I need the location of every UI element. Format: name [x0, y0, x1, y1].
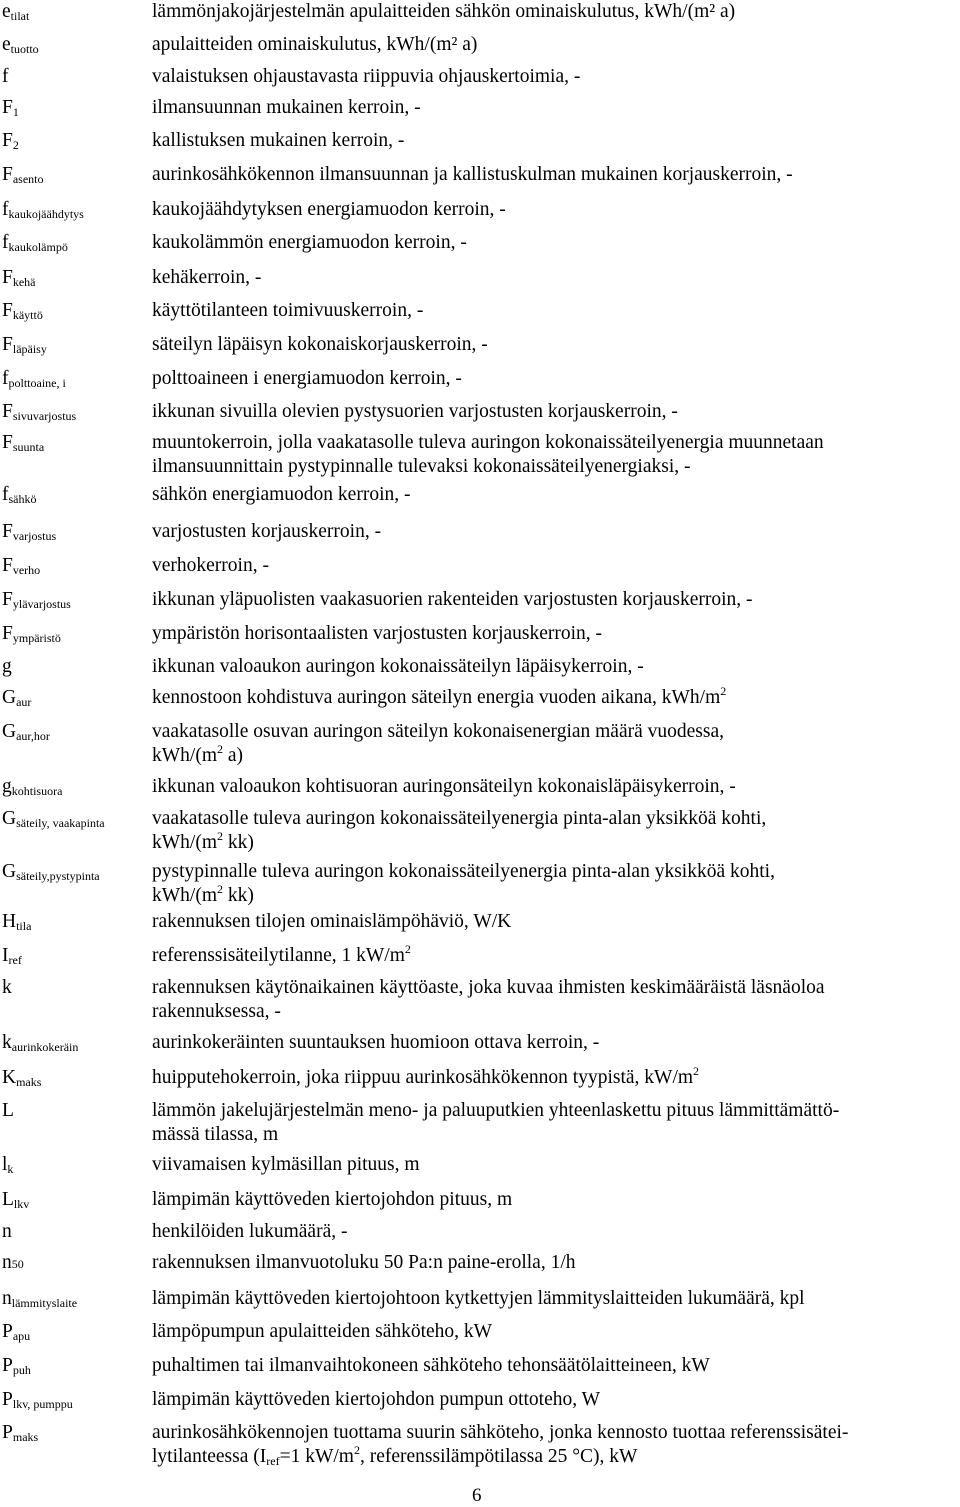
symbol-subscript: maks [12, 1430, 39, 1444]
description-text: rakennuksen käytönaikainen käyttöaste, joka kuvaa ihmisten keskimääräistä läsnäoloa [152, 977, 825, 998]
symbol-subscript: ylävarjostus [12, 597, 71, 611]
symbol-base: F [2, 623, 13, 644]
description [152, 554, 958, 578]
symbol-subscript: suunta [12, 440, 45, 454]
description-text: aurinkokeräinten suuntauksen huomioon ottava kerroin, - [152, 1032, 600, 1053]
symbol-base: G [2, 687, 17, 708]
symbol [2, 686, 31, 710]
description-text: lämpöpumpun apulaitteiden sähköteho, kW [152, 1321, 493, 1342]
description-text: ikkunan sivuilla olevien pystysuorien varjostusten korjauskerroin, - [152, 401, 678, 422]
description [152, 1251, 958, 1275]
symbol-base: K [2, 1067, 17, 1088]
description-continuation-tail: , referenssilämpötilassa 25 °C), kW [359, 1446, 638, 1467]
symbol-base: g [2, 656, 12, 677]
symbol [2, 1388, 73, 1412]
symbol-subscript: asento [12, 172, 44, 186]
description [152, 1354, 958, 1378]
symbol-base: n [2, 1221, 12, 1242]
symbol-base: e [2, 1, 11, 22]
description [152, 0, 958, 24]
description [152, 163, 958, 187]
symbol [2, 1099, 14, 1123]
description-text: verhokerroin, - [152, 555, 269, 576]
symbol-base: P [2, 1355, 13, 1376]
description [152, 299, 958, 323]
symbol [2, 483, 37, 507]
symbol-subscript: tilat [10, 9, 30, 23]
description [152, 1153, 958, 1177]
symbol-subscript: lämmityslaite [11, 1296, 78, 1310]
symbol [2, 976, 12, 1000]
symbol-subscript: aur,hor [16, 729, 50, 743]
description [152, 686, 958, 710]
symbol-subscript: sivuvarjostus [12, 409, 77, 423]
symbol [2, 775, 62, 799]
superscript: 2 [353, 1443, 360, 1457]
description [152, 33, 958, 57]
symbol-base: F [2, 130, 13, 151]
symbol-subscript: 1 [12, 105, 19, 119]
symbol-base: n [2, 1252, 12, 1273]
description-text: lämmönjakojärjestelmän apulaitteiden sähkön ominaiskulutus, kWh/(m² a) [152, 1, 736, 22]
symbol [2, 0, 29, 24]
symbol-subscript: lkv, pumppu [12, 1397, 73, 1411]
symbol-subscript: polttoaine, i [8, 376, 66, 390]
symbol [2, 400, 76, 424]
symbol-subscript: käyttö [12, 308, 43, 322]
symbol-subscript: ympäristö [12, 631, 61, 645]
description-text: ympäristön horisontaalisten varjostusten korjauskerroin, - [152, 623, 603, 644]
symbol [2, 163, 44, 187]
symbol [2, 1354, 31, 1378]
symbol-base: G [2, 721, 17, 742]
description-text: aurinkosähkökennojen tuottama suurin sähköteho, jonka kennosto tuottaa referenssisätei- [152, 1422, 849, 1443]
symbol-subscript: 50 [11, 1257, 24, 1271]
description-text: käyttötilanteen toimivuuskerroin, - [152, 300, 424, 321]
description-text: ilmansuunnan mukainen kerroin, - [152, 97, 421, 118]
superscript: 2 [404, 942, 411, 956]
symbol-base: F [2, 432, 13, 453]
description [152, 655, 958, 679]
description-text: lämpimän käyttöveden kiertojohdon pumpun ottoteho, W [152, 1389, 601, 1410]
description-text: kaukolämmön energiamuodon kerroin, - [152, 232, 467, 253]
description-continuation: kWh/(m [152, 745, 217, 766]
symbol [2, 1188, 29, 1212]
description [152, 807, 958, 855]
superscript: 2 [216, 882, 223, 896]
description-text: ikkunan valoaukon auringon kokonaissäteilyn läpäisykerroin, - [152, 656, 644, 677]
description-text: pystypinnalle tuleva auringon kokonaissäteilyenergia pinta-alan yksikköä kohti, [152, 861, 775, 882]
description-continuation: ilmansuunnittain pystypinnalle tulevaksi kokonaissäteilyenergiaksi, - [152, 456, 691, 477]
symbol [2, 266, 36, 290]
description [152, 1031, 958, 1055]
symbol [2, 1421, 38, 1445]
symbol-base: k [2, 977, 12, 998]
description-text: sähkön energiamuodon kerroin, - [152, 484, 411, 505]
symbol-subscript: kehä [12, 275, 36, 289]
symbol [2, 367, 66, 391]
symbol-base: l [2, 1154, 8, 1175]
symbol-base: F [2, 589, 13, 610]
description-text: säteilyn läpäisyn kokonaiskorjauskerroin, - [152, 334, 488, 355]
description [152, 231, 958, 255]
symbol [2, 910, 31, 934]
symbol-base: G [2, 861, 17, 882]
description-text: rakennuksen tilojen ominaislämpöhäviö, W/K [152, 911, 512, 932]
symbol-subscript: tila [16, 919, 32, 933]
symbol [2, 96, 19, 120]
symbol-base: g [2, 776, 12, 797]
symbol-subscript: kaukolämpö [8, 240, 68, 254]
description-continuation: mässä tilassa, m [152, 1124, 279, 1145]
description [152, 1220, 958, 1244]
description-continuation: rakennuksessa, - [152, 1001, 281, 1022]
symbol-base: n [2, 1288, 12, 1309]
symbol-base: k [2, 1032, 12, 1053]
symbol-subscript: lkv [13, 1197, 30, 1211]
symbol-base: f [2, 368, 9, 389]
symbol [2, 33, 39, 57]
symbol [2, 333, 47, 357]
description [152, 775, 958, 799]
symbol-subscript: säteily,pystypinta [16, 869, 100, 883]
description-text: kehäkerroin, - [152, 267, 262, 288]
description-continuation-tail: a) [222, 745, 244, 766]
symbol-subscript: puh [12, 1363, 31, 1377]
description [152, 944, 958, 968]
symbol-base: G [2, 808, 17, 829]
symbol-base: H [2, 911, 17, 932]
symbol-base: f [2, 484, 9, 505]
symbol-subscript: aurinkokeräin [11, 1040, 79, 1054]
description-continuation-tail: kk) [222, 885, 254, 906]
symbol-subscript: kohtisuora [11, 784, 63, 798]
description-text: rakennuksen ilmanvuotoluku 50 Pa:n paine-erolla, 1/h [152, 1252, 576, 1273]
superscript: 2 [693, 1064, 700, 1078]
symbol-base: e [2, 34, 11, 55]
description-text: muuntokerroin, jolla vaakatasolle tuleva auringon kokonaissäteilyenergia muunnetaan [152, 432, 824, 453]
description [152, 1099, 958, 1147]
description-continuation: kWh/(m [152, 832, 217, 853]
description [152, 910, 958, 934]
description-text: vaakatasolle osuvan auringon säteilyn kokonaisenergian määrä vuodessa, [152, 721, 725, 742]
description [152, 720, 958, 768]
symbol-subscript: ref [8, 953, 22, 967]
description-text: henkilöiden lukumäärä, - [152, 1221, 348, 1242]
symbol [2, 1066, 41, 1090]
description [152, 129, 958, 153]
symbol [2, 860, 100, 884]
symbol-base: P [2, 1389, 13, 1410]
description-text: aurinkosähkökennon ilmansuunnan ja kallistuskulman mukainen korjauskerroin, - [152, 164, 793, 185]
symbol [2, 431, 44, 455]
description-text: polttoaineen i energiamuodon kerroin, - [152, 368, 462, 389]
symbol-base: F [2, 300, 13, 321]
symbol-subscript: tuotto [10, 42, 39, 56]
description [152, 400, 958, 424]
description-text: kennostoon kohdistuva auringon säteilyn energia vuoden aikana, kWh/m [152, 687, 721, 708]
symbol-base: F [2, 97, 13, 118]
description-text: ikkunan valoaukon kohtisuoran auringonsäteilyn kokonaisläpäisykerroin, - [152, 776, 736, 797]
symbol-base: f [2, 66, 9, 87]
description [152, 1421, 958, 1469]
symbol [2, 1220, 12, 1244]
symbol-base: P [2, 1422, 13, 1443]
symbol [2, 1031, 78, 1055]
symbol-base: f [2, 199, 9, 220]
symbol-base: f [2, 232, 9, 253]
description [152, 1188, 958, 1212]
description [152, 860, 958, 908]
symbol [2, 520, 56, 544]
description-text: valaistuksen ohjaustavasta riippuvia ohjauskertoimia, - [152, 66, 581, 87]
description-text: kallistuksen mukainen kerroin, - [152, 130, 405, 151]
description [152, 198, 958, 222]
description-text: lämpimän käyttöveden kiertojohdon pituus, m [152, 1189, 513, 1210]
description-text: apulaitteiden ominaiskulutus, kWh/(m² a) [152, 34, 478, 55]
symbol [2, 1287, 77, 1311]
symbol-subscript: säteily, vaakapinta [16, 816, 105, 830]
description [152, 483, 958, 507]
superscript: 2 [720, 684, 727, 698]
description [152, 266, 958, 290]
symbol-base: F [2, 334, 13, 355]
symbol [2, 198, 84, 222]
symbol [2, 807, 105, 831]
description [152, 431, 958, 479]
symbol [2, 655, 12, 679]
description-continuation: lytilanteessa (I [152, 1446, 267, 1467]
symbol-subscript: 2 [12, 138, 19, 152]
symbol [2, 554, 40, 578]
description [152, 1066, 958, 1090]
subscript: ref [266, 1454, 280, 1468]
symbol [2, 1320, 30, 1344]
symbol-subscript: kaukojäähdytys [8, 207, 84, 221]
superscript: 2 [216, 829, 223, 843]
description [152, 65, 958, 89]
description-text: lämpimän käyttöveden kiertojohtoon kytkettyjen lämmityslaitteiden lukumäärä, kpl [152, 1288, 805, 1309]
description-text: ikkunan yläpuolisten vaakasuorien rakenteiden varjostusten korjauskerroin, - [152, 589, 753, 610]
symbol [2, 299, 43, 323]
symbol-subscript: maks [16, 1075, 42, 1089]
symbol-base: F [2, 521, 13, 542]
symbol [2, 720, 50, 744]
description-continuation-mid: =1 kW/m [279, 1446, 354, 1467]
symbol-subscript: verho [12, 563, 41, 577]
description [152, 588, 958, 612]
description-text: lämmön jakelujärjestelmän meno- ja paluuputkien yhteenlaskettu pituus lämmittämättö- [152, 1100, 840, 1121]
symbol [2, 622, 61, 646]
symbol-base: F [2, 555, 13, 576]
description [152, 367, 958, 391]
description [152, 520, 958, 544]
description [152, 622, 958, 646]
symbol-subscript: läpäisy [12, 342, 47, 356]
description-text: kaukojäähdytyksen energiamuodon kerroin, - [152, 199, 506, 220]
description [152, 1287, 958, 1311]
symbol-subscript: varjostus [12, 529, 57, 543]
symbol [2, 65, 9, 89]
symbol [2, 944, 22, 968]
description [152, 333, 958, 357]
superscript: 2 [216, 742, 223, 756]
symbol-base: L [2, 1189, 14, 1210]
symbol [2, 588, 71, 612]
description [152, 1388, 958, 1412]
symbol [2, 1153, 13, 1177]
description [152, 976, 958, 1024]
symbol-subscript: aur [16, 695, 32, 709]
description-continuation-tail: kk) [222, 832, 254, 853]
description-text: vaakatasolle tuleva auringon kokonaissäteilyenergia pinta-alan yksikköä kohti, [152, 808, 767, 829]
symbol-subscript: sähkö [8, 492, 37, 506]
description-text: puhaltimen tai ilmanvaihtokoneen sähköteho tehonsäätölaitteineen, kW [152, 1355, 710, 1376]
symbol [2, 231, 68, 255]
symbol-base: L [2, 1100, 14, 1121]
symbol-base: F [2, 267, 13, 288]
description [152, 1320, 958, 1344]
symbol-base: F [2, 164, 13, 185]
description-text: referenssisäteilytilanne, 1 kW/m [152, 945, 405, 966]
page-number: 6 [472, 1485, 482, 1506]
description [152, 96, 958, 120]
symbol-base: P [2, 1321, 13, 1342]
symbol [2, 1251, 24, 1276]
symbol-subscript: k [7, 1162, 14, 1176]
symbol-base: F [2, 401, 13, 422]
description-text: viivamaisen kylmäsillan pituus, m [152, 1154, 420, 1175]
description-continuation: kWh/(m [152, 885, 217, 906]
description-text: varjostusten korjauskerroin, - [152, 521, 382, 542]
symbol [2, 129, 19, 153]
description-text: huipputehokerroin, joka riippuu aurinkosähkökennon tyypistä, kW/m [152, 1067, 694, 1088]
symbol-base: I [2, 945, 9, 966]
symbol-subscript: apu [12, 1329, 31, 1343]
